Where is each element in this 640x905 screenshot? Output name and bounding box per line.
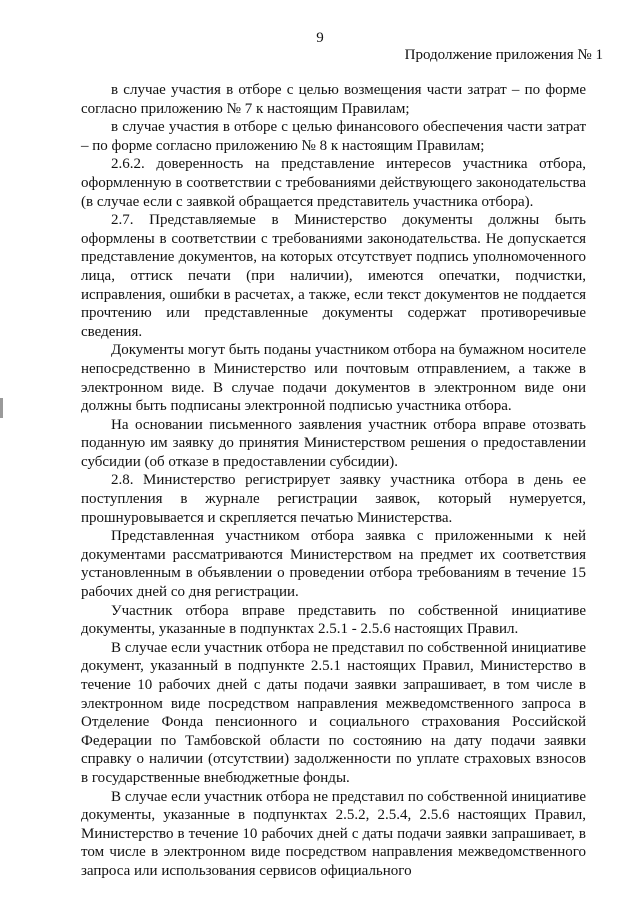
scan-margin-mark bbox=[0, 398, 3, 418]
appendix-header: Продолжение приложения № 1 bbox=[404, 47, 603, 63]
page-number: 9 bbox=[316, 30, 324, 46]
paragraph: На основании письменного заявления участник отбора вправе отозвать поданную им заявку до принятия Министерством решения о предоставлении субсидии (об отказе в предоставлении субсидии). bbox=[81, 416, 586, 470]
paragraph: Документы могут быть поданы участником отбора на бумажном носителе непосредственно в Министерство или почтовым отправлением, а также в электронном виде. В случае подачи документов в электронном виде они должны быть подписаны электронной подписью участника отбора. bbox=[81, 342, 586, 415]
paragraph: Представленная участником отбора заявка с приложенными к ней документами рассматриваются Министерством на предмет их соответствия установленным в объявлении о проведении отбора требованиям в течение 15 рабочих дней со дня регистрации. bbox=[81, 528, 586, 601]
document-body bbox=[81, 81, 586, 881]
paragraph: 2.7. Представляемые в Министерство документы должны быть оформлены в соответствии с требованиями законодательства. Не допускается представление документов, на которых отсутствует подпись уполномоченного лица, оттиск печати (при наличии), имеются опечатки, подчистки, исправления, ошибки в расчетах, а также, если текст документов не поддается прочтению или представленные документы содержат противоречивые сведения. bbox=[81, 212, 586, 340]
paragraph: в случае участия в отборе с целью возмещения части затрат – по форме согласно приложению № 7 к настоящим Правилам; bbox=[81, 82, 586, 117]
paragraph: В случае если участник отбора не представил по собственной инициативе документ, указанный в подпункте 2.5.1 настоящих Правил, Министерство в течение 10 рабочих дней с даты подачи заявки запрашивает, в том числе в электронном виде посредством направления межведомственного запроса в Отделение Фонда пенсионного и социального страхования Российской Федерации по Тамбовской области по состоянию на дату подачи заявки справку о наличии (отсутствии) задолженности по уплате страховых взносов в государственные внебюджетные фонды. bbox=[81, 639, 586, 786]
paragraph: в случае участия в отборе с целью финансового обеспечения части затрат – по форме согласно приложению № 8 к настоящим Правилам; bbox=[81, 119, 586, 154]
paragraph: Участник отбора вправе представить по собственной инициативе документы, указанные в подпунктах 2.5.1 - 2.5.6 настоящих Правил. bbox=[81, 602, 586, 638]
paragraph: В случае если участник отбора не представил по собственной инициативе документы, указанные в подпунктах 2.5.2, 2.5.4, 2.5.6 настоящих Правил, Министерство в течение 10 рабочих дней с даты подачи заявки запрашивает, в том числе в электронном виде посредством направления межведомственного запроса или использования сервисов официального bbox=[81, 788, 586, 879]
paragraph: 2.8. Министерство регистрирует заявку участника отбора в день ее поступления в журнале регистрации заявок, который нумеруется, прошнуровывается и скрепляется печатью Министерства. bbox=[81, 472, 586, 526]
paragraph: 2.6.2. доверенность на представление интересов участника отбора, оформленную в соответствии с требованиями действующего законодательства (в случае если с заявкой обращается представитель участника отбора). bbox=[81, 156, 586, 210]
